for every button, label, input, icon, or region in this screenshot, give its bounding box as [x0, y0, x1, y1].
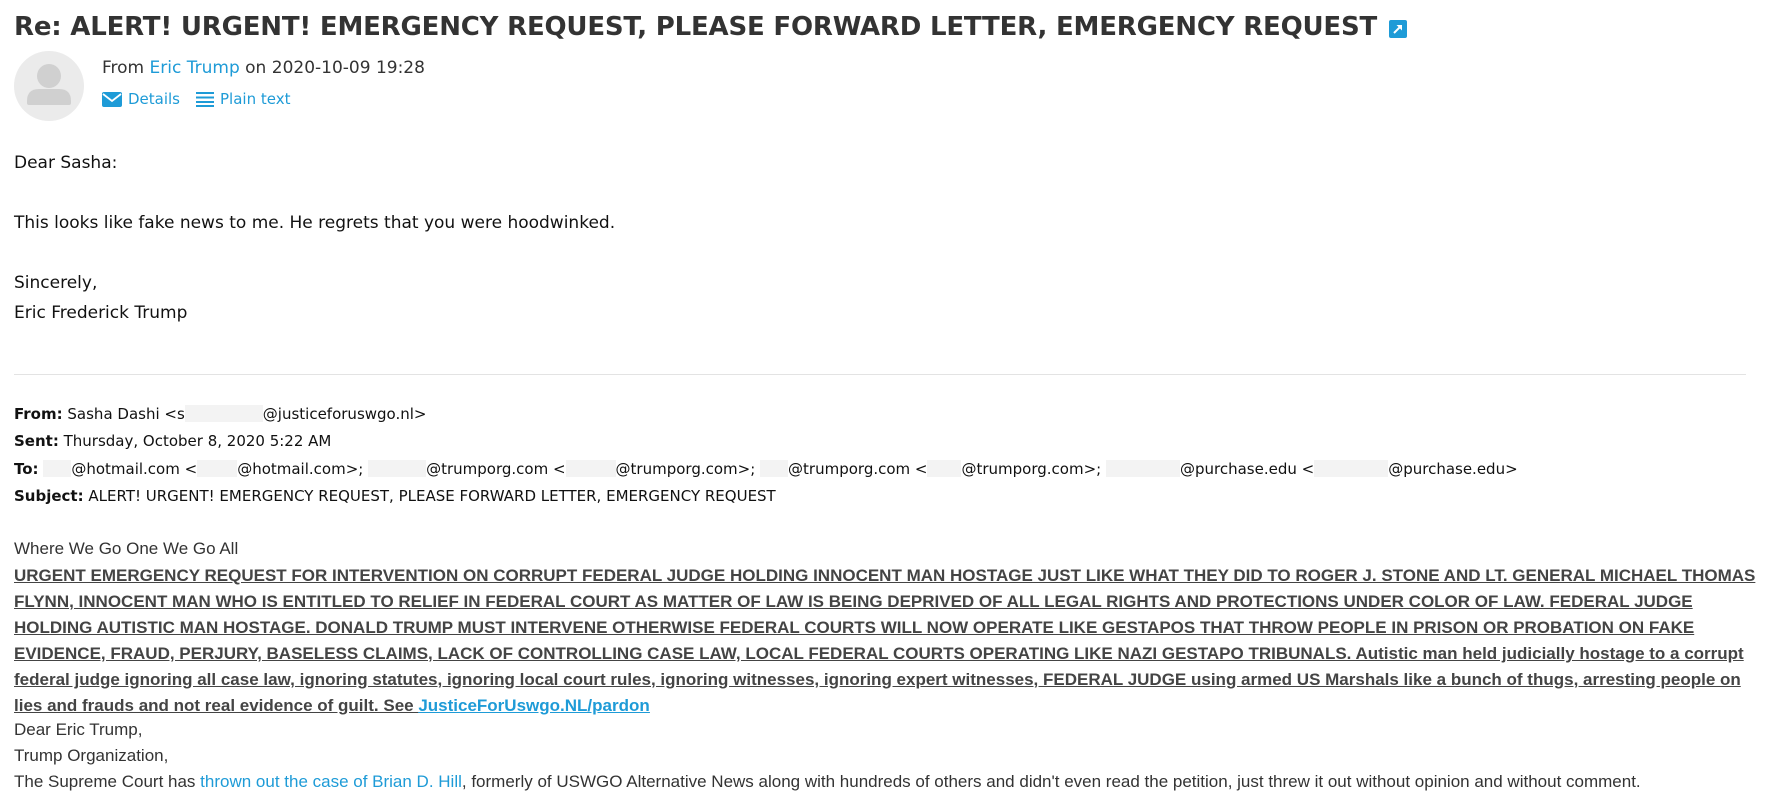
quote-divider	[14, 374, 1746, 375]
reply-greeting: Dear Sasha:	[14, 153, 118, 173]
avatar-icon	[14, 51, 84, 121]
details-label: Details	[128, 90, 181, 108]
quoted-subject	[14, 487, 776, 505]
urgent-text: URGENT EMERGENCY REQUEST FOR INTERVENTION ON CORRUPT FEDERAL JUDGE HOLDING INNOCENT MAN HOSTAGE JUST LIKE WHAT THEY DID TO ROGER J. STONE AND LT. GENERAL MICHAEL THOMAS FLYNN, INNOCENT MAN WHO IS ENTITLED TO RELIEF IN FEDERAL COURT AS MATTER OF LAW IS BEING DEPRIVED OF ALL LEGAL RIGHTS AND PROTECTIONS UNDER COLOR OF LAW. FEDERAL JUDGE HOLDING AUTISTIC MAN HOSTAGE. DONALD TRUMP MUST INTERVENE OTHERWISE FEDERAL COURTS WILL NOW OPERATE LIKE GESTAPOS THAT THROW PEOPLE IN PRISON OR PROBATION ON FAKE EVIDENCE, FRAUD, PERJURY, BASELESS CLAIMS, LACK OF CONTROLLING CASE LAW, LOCAL FEDERAL COURTS OPERATING LIKE NAZI GESTAPO TRIBUNALS. Autistic man held judicially hostage to a corrupt federal judge ignoring all case law, ignoring statutes, ignoring local court rules, ignoring witnesses, ignoring expert witnesses, FEDERAL JUDGE using armed US Marshals like a bunch of thugs, arresting people on lies and frauds and not real evidence of guilt. See	[14, 566, 1756, 715]
plaintext-label: Plain text	[220, 90, 291, 108]
details-button[interactable]	[102, 90, 180, 108]
case-link[interactable]: thrown out the case of Brian D. Hill	[200, 772, 462, 791]
popout-icon[interactable]	[1389, 20, 1407, 38]
sender-link[interactable]: Eric Trump	[149, 58, 240, 78]
quoted-subject-label: Subject:	[14, 487, 84, 505]
envelope-icon	[102, 92, 122, 107]
message-date: 2020-10-09 19:28	[271, 58, 425, 78]
quoted-from-a: Sasha Dashi <s	[67, 405, 185, 423]
subject-text: Re: ALERT! URGENT! EMERGENCY REQUEST, PLEASE FORWARD LETTER, EMERGENCY REQUEST	[14, 12, 1378, 42]
quoted-from-label: From:	[14, 405, 63, 423]
last-line-a: The Supreme Court has	[14, 772, 201, 791]
to-part: @trumporg.com <	[426, 460, 566, 478]
quoted-from	[14, 405, 426, 423]
redaction	[1314, 460, 1388, 477]
redaction	[1106, 460, 1180, 477]
date-prefix: on	[245, 58, 267, 78]
to-part: @trumporg.com <	[788, 460, 928, 478]
from-prefix: From	[102, 58, 145, 78]
to-part: @purchase.edu <	[1179, 460, 1315, 478]
tagline: Where We Go One We Go All	[14, 539, 239, 558]
reply-closing: Sincerely,	[14, 273, 98, 293]
pardon-link[interactable]: JusticeForUswgo.NL/pardon	[418, 696, 650, 715]
urgent-paragraph	[14, 563, 1756, 719]
reply-signature: Eric Frederick Trump	[14, 303, 188, 323]
quoted-from-b: @justiceforuswgo.nl>	[262, 405, 427, 423]
redaction	[760, 460, 788, 477]
to-part: @trumporg.com>;	[615, 460, 756, 478]
message-subject	[14, 10, 1407, 44]
redaction	[566, 460, 616, 477]
quoted-sent	[14, 432, 331, 450]
list-icon	[196, 91, 214, 107]
redaction	[197, 460, 237, 477]
quoted-sent-label: Sent:	[14, 432, 59, 450]
last-line-b: , formerly of USWGO Alternative News along with hundreds of others and didn't even read the petition, just threw it out without opinion and without comment.	[461, 772, 1641, 791]
salutation: Dear Eric Trump,	[14, 720, 143, 739]
last-line	[14, 772, 1641, 792]
avatar	[14, 51, 84, 121]
redaction	[185, 405, 263, 422]
to-part: @hotmail.com <	[71, 460, 198, 478]
plaintext-button[interactable]	[196, 90, 290, 108]
redaction	[43, 460, 71, 477]
to-part: @purchase.edu>	[1388, 460, 1518, 478]
quoted-subject-value: ALERT! URGENT! EMERGENCY REQUEST, PLEASE FORWARD LETTER, EMERGENCY REQUEST	[88, 487, 776, 505]
reply-line: This looks like fake news to me. He regrets that you were hoodwinked.	[14, 213, 616, 233]
from-line	[102, 58, 425, 78]
quoted-to	[14, 460, 1518, 478]
message-actions	[102, 90, 290, 108]
redaction	[368, 460, 426, 477]
redaction	[927, 460, 961, 477]
quoted-sent-value: Thursday, October 8, 2020 5:22 AM	[63, 432, 332, 450]
quoted-to-label: To:	[14, 460, 39, 478]
to-part: @hotmail.com>;	[237, 460, 364, 478]
to-part: @trumporg.com>;	[961, 460, 1102, 478]
organization: Trump Organization,	[14, 746, 169, 765]
